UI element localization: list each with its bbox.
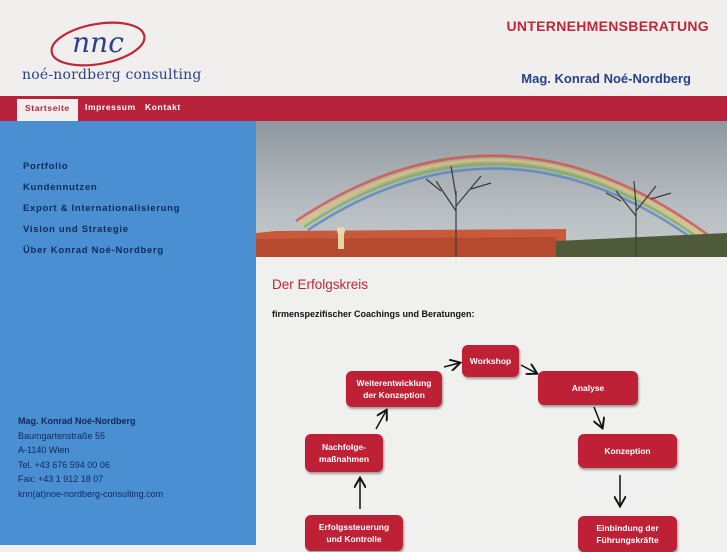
contact-street: Baumgartenstraße 55 [18, 430, 106, 441]
sidebar-nav [23, 161, 180, 266]
node-nachfolge-line1: Nachfolge- [322, 442, 366, 452]
logo-swoosh-icon [48, 14, 158, 70]
tagline: UNTERNEHMENSBERATUNG [506, 18, 709, 34]
node-nachfolge-line2: maßnahmen [318, 454, 370, 464]
header [0, 0, 727, 96]
arrow-to-workshop [444, 363, 459, 367]
arrow-to-konzeption [594, 407, 602, 427]
node-workshop[interactable] [462, 345, 519, 377]
contact-name: Mag. Konrad Noé-Nordberg [18, 416, 136, 426]
nav-tab-startseite[interactable]: Startseite [17, 96, 78, 121]
arrow-to-analyse [521, 365, 536, 373]
node-einbindung-line2: Führungskräfte [596, 535, 659, 545]
contact-email[interactable]: knn(at)noe-nordberg-consulting.com [18, 488, 164, 499]
top-nav [0, 96, 727, 121]
node-erfolgssteuerung-line2: und Kontrolle [326, 534, 382, 544]
cycle-arrows [256, 257, 727, 545]
node-weiterentwicklung[interactable] [346, 371, 442, 407]
contact-fax: Fax: +43 1 912 18 07 [18, 474, 104, 485]
arrow-to-weiterentwicklung [376, 411, 386, 429]
node-konzeption[interactable] [578, 434, 677, 468]
logo-text[interactable]: noé-nordberg consulting [22, 67, 202, 83]
node-einbindung-line1: Einbindung der [596, 523, 659, 533]
logo-mark[interactable] [48, 14, 158, 70]
sidebar-item-kundennutzen[interactable]: Kundennutzen [23, 182, 98, 193]
node-nachfolge[interactable] [305, 434, 383, 472]
node-weiterentwicklung-line2: der Konzeption [363, 390, 425, 400]
nav-tab-impressum[interactable]: Impressum [85, 102, 136, 112]
node-erfolgssteuerung[interactable] [305, 515, 403, 551]
node-weiterentwicklung-line1: Weiterentwicklung [356, 378, 432, 388]
node-erfolgssteuerung-line1: Erfolgssteuerung [318, 522, 390, 532]
node-analyse-label: Analyse [571, 383, 605, 393]
contact-tel: Tel. +43 676 594 00 06 [18, 459, 110, 470]
sidebar-item-export[interactable]: Export & Internationalisierung [23, 203, 181, 214]
logo-mark-text: nnc [72, 26, 124, 59]
sidebar-item-about[interactable]: Über Konrad Noé-Nordberg [23, 245, 164, 256]
node-einbindung[interactable] [578, 516, 677, 552]
owner-name: Mag. Konrad Noé-Nordberg [521, 71, 691, 86]
node-konzeption-label: Konzeption [604, 446, 651, 456]
contact-city: A-1140 Wien [18, 445, 70, 456]
node-analyse[interactable] [538, 371, 638, 405]
contact-block [18, 414, 163, 502]
sidebar [0, 121, 256, 545]
rainbow-photo [256, 121, 727, 257]
main-content [256, 257, 727, 545]
sidebar-item-portfolio[interactable]: Portfolio [23, 161, 69, 172]
header-photo [256, 121, 727, 257]
node-workshop-label: Workshop [469, 356, 512, 366]
nav-tab-kontakt[interactable]: Kontakt [145, 102, 181, 112]
sidebar-item-vision[interactable]: Vision und Strategie [23, 224, 129, 235]
page-subtitle: firmenspezifischer Coachings und Beratungen: [272, 309, 475, 319]
page-title: Der Erfolgskreis [272, 277, 369, 292]
